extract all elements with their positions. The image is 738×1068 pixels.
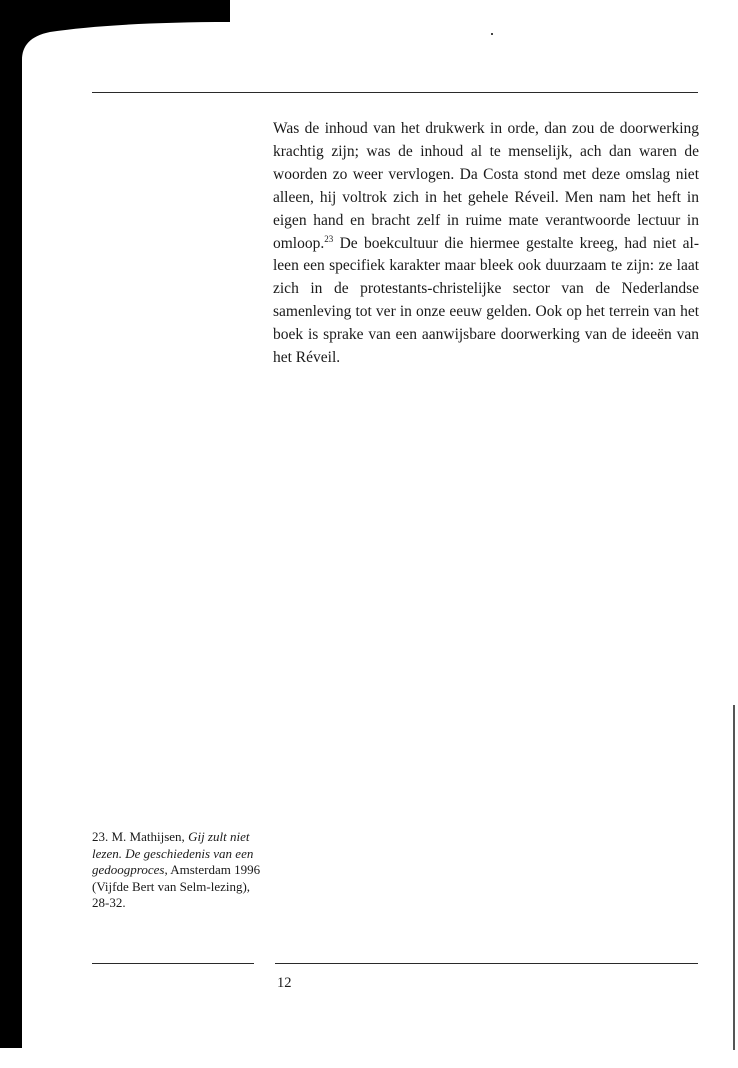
body-line: De boekcultuur die hiermee gestalte kreeg, had niet al-	[333, 234, 699, 252]
footnote-title: Gij zult niet lezen. De geschiedenis van een gedoogproces	[92, 829, 254, 878]
page-number: 12	[277, 975, 292, 991]
body-line: omloop.	[273, 234, 325, 252]
header-rule	[92, 92, 698, 93]
scan-speck	[491, 33, 493, 35]
footnote	[92, 829, 262, 912]
scan-right-edge	[733, 705, 735, 1050]
body-line: Was de inhoud van het drukwerk in orde, dan zou de doorwerking	[273, 120, 699, 137]
footnote-author: 23. M. Mathijsen,	[92, 829, 189, 844]
body-line: het boek is sprake van een aanwijsbare doorwerking van de ideeën	[273, 303, 699, 344]
body-paragraph	[273, 118, 699, 370]
footnote-details: , Amsterdam 1996 (Vijfde Bert van Selm-lezing), 28-32.	[92, 862, 261, 911]
footer-rule-right	[275, 963, 698, 964]
body-line: van het Réveil.	[273, 326, 699, 367]
body-line: laat zich in de protestants-christelijke sector van de Nederlandse	[273, 257, 700, 298]
footer-rule-left	[92, 963, 254, 964]
body-line: eigen hand en bracht zelf in ruime mate verantwoorde lectuur in	[273, 211, 699, 229]
body-line: woorden zo weer vervlogen. Da Costa stond met deze omslag niet	[273, 165, 699, 183]
body-line: samenleving tot ver in onze eeuw gelden. Ook op het terrein van	[273, 303, 676, 321]
body-line: alleen, hij voltrok zich in het gehele Réveil. Men nam het heft in	[273, 188, 699, 206]
body-line: leen een specifiek karakter maar bleek ook duurzaam te zijn: ze	[273, 257, 673, 275]
body-line: krachtig zijn; was de inhoud al te menselijk, ach dan waren de	[273, 142, 699, 160]
footnote-reference[interactable]: 23	[324, 233, 334, 244]
